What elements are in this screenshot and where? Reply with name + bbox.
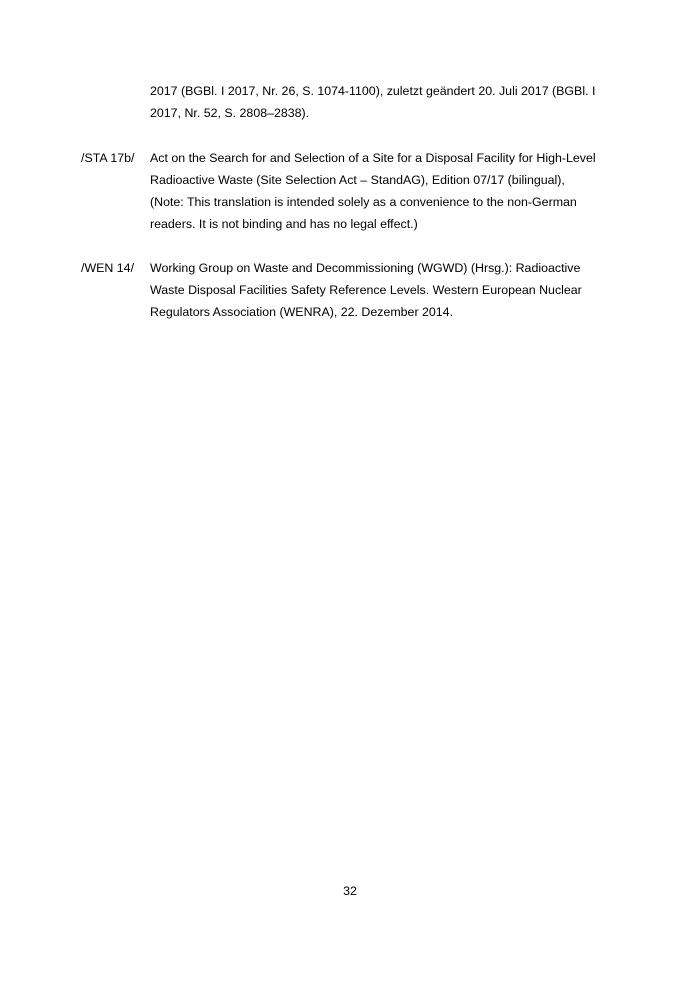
reference-text-line: (Note: This translation is intended solely as a convenience to the non-German [150,195,577,209]
reference-key: /WEN 14/ [81,261,135,275]
reference-text-line: Waste Disposal Facilities Safety Reference Levels. Western European Nuclear [150,283,582,297]
reference-body [150,147,630,235]
reference-text-line: 2017, Nr. 52, S. 2808–2838). [150,106,310,120]
reference-continuation [150,80,630,124]
reference-text-line: readers. It is not binding and has no legal effect.) [150,217,418,231]
reference-text-line: Radioactive Waste (Site Selection Act – StandAG), Edition 07/17 (bilingual), [150,173,565,187]
reference-text-line: Working Group on Waste and Decommissioning (WGWD) (Hrsg.): Radioactive [150,261,581,275]
reference-body [150,257,630,323]
reference-key: /STA 17b/ [81,151,135,165]
page-number: 32 [343,884,357,898]
reference-text-line: Act on the Search for and Selection of a Site for a Disposal Facility for High-Level [150,151,596,165]
reference-text-line: Regulators Association (WENRA), 22. Dezember 2014. [150,305,454,319]
reference-text-line: 2017 (BGBl. I 2017, Nr. 26, S. 1074-1100), zuletzt geändert 20. Juli 2017 (BGBl. I [150,84,596,98]
